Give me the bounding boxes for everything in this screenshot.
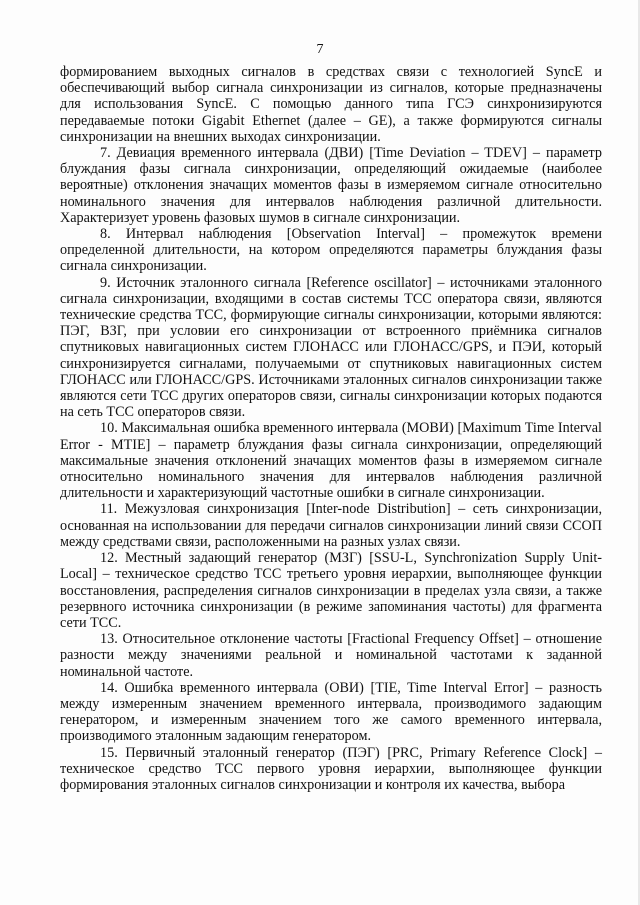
paragraph-continuation: формированием выходных сигналов в средствах связи с технологией SyncE и обеспечивающий выбор сигнала синхронизации из сигналов, которые предназначены для использования SyncE. С помощью данного типа ГСЭ синхронизируются передаваемые потоки Gigabit Ethernet (далее – GE), а также формируются сигналы синхронизации на внешних выходах синхронизации. (60, 64, 602, 145)
paragraph-9-reference-oscillator: 9. Источник эталонного сигнала [Reference oscillator] – источниками эталонного сигнала синхронизации, входящими в состав системы ТСС оператора связи, являются технические средства ТСС, формирующие сигналы синхронизации, которыми являются: ПЭГ, ВЗГ, при условии его синхронизации от встроенного приёмника сигналов спутниковых навигационных систем ГЛОНАСС или ГЛОНАСС/GPS, и ПЭИ, который синхронизируется сигналами, получаемыми от спутниковых навигационных систем ГЛОНАСС или ГЛОНАСС/GPS. Источниками эталонных сигналов синхронизации также являются сети ТСС других операторов связи, сигналы синхронизации которых подаются на сеть ТСС операторов связи. (60, 274, 602, 421)
paragraph-7-tdev: 7. Девиация временного интервала (ДВИ) [Time Deviation – TDEV] – параметр блуждания фазы сигнала синхронизации, определяющий ожидаемые (наиболее вероятные) отклонения значащих моментов фазы в измеряемом сигнале относительно номинального значения для интервалов наблюдения различной длительности. Характеризует уровень фазовых шумов в сигнале синхронизации. (60, 145, 602, 226)
document-body (60, 64, 602, 793)
paragraph-11-inter-node: 11. Межузловая синхронизация [Inter-node Distribution] – сеть синхронизации, основанная на использовании для передачи сигналов синхронизации линий связи ССОП между средствами связи, расположенными на разных узлах связи. (60, 501, 602, 550)
page-number: 7 (316, 42, 324, 57)
paragraph-15-prc: 15. Первичный эталонный генератор (ПЭГ) [PRC, Primary Reference Clock] – техническое средство ТСС первого уровня иерархии, выполняющее функции формирования эталонных сигналов синхронизации и контроля их качества, выбора (60, 744, 602, 793)
paragraph-10-mtie: 10. Максимальная ошибка временного интервала (МОВИ) [Maximum Time Interval Error - MTIE] – параметр блуждания фазы сигнала синхронизации, определяющий максимальные значения отклонений значащих моментов фазы в измеряемом сигнале относительно номинального значения для интервалов наблюдения различной длительности и характеризующий частотные ошибки в сигнале синхронизации. (60, 420, 602, 502)
paragraph-12-ssu-l: 12. Местный задающий генератор (МЗГ) [SSU-L, Synchronization Supply Unit-Local] – техническое средство ТСС третьего уровня иерархии, выполняющее функции восстановления, распределения сигналов синхронизации в пределах узла связи, а также резервного источника синхронизации (в режиме запоминания частоты) для фрагмента сети ТСС. (60, 550, 602, 631)
paragraph-14-tie: 14. Ошибка временного интервала (ОВИ) [TIE, Time Interval Error] – разность между измеренным значением временного интервала, производимого задающим генератором, и измеренным значением того же самого временного интервала, производимого эталонным задающим генератором. (60, 679, 602, 745)
paragraph-8-observation-interval: 8. Интервал наблюдения [Observation Interval] – промежуток времени определенной длительности, на котором определяются параметры блуждания фазы сигнала синхронизации. (60, 226, 602, 275)
paragraph-13-fractional-frequency: 13. Относительное отклонение частоты [Fractional Frequency Offset] – отношение разности между значениями реальной и номинальной частотами к заданной номинальной частоте. (60, 631, 602, 680)
